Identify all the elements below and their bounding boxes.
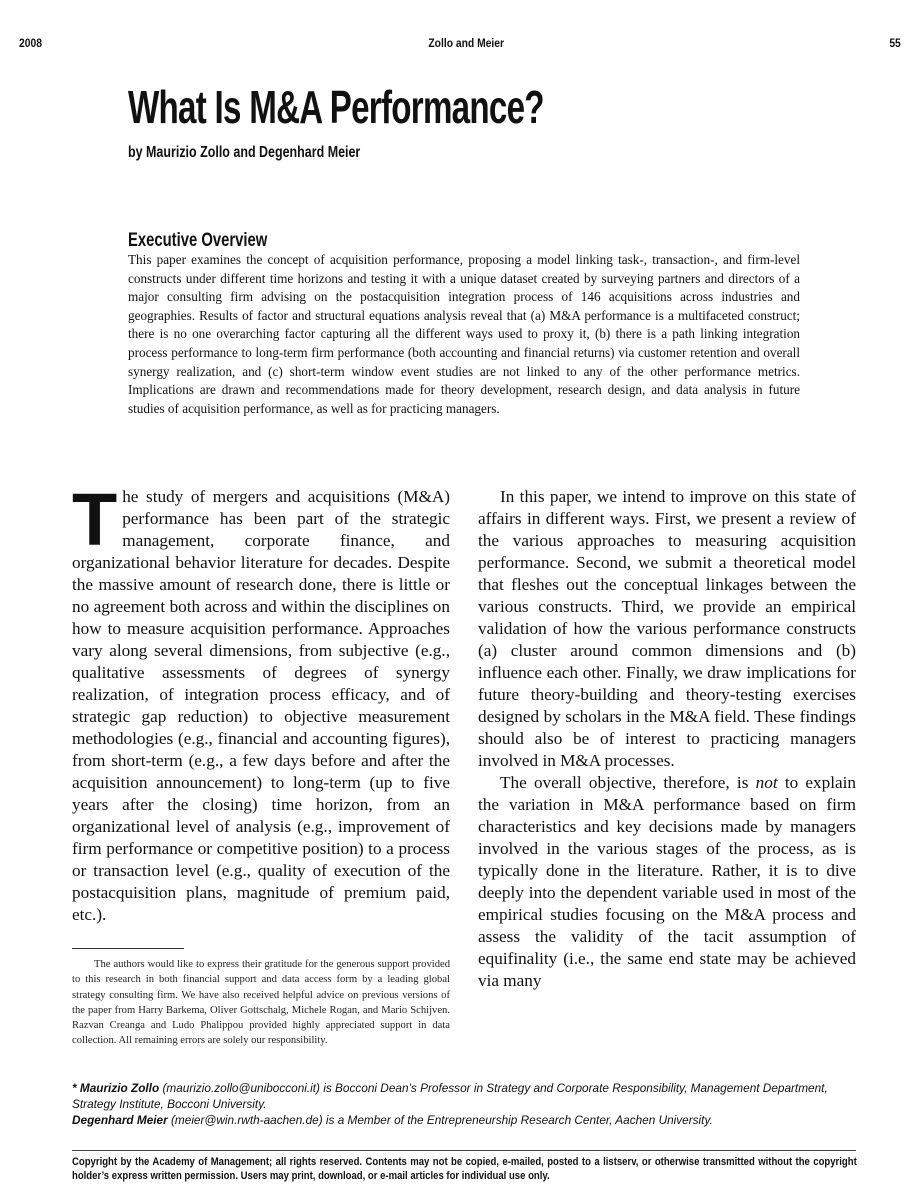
- body-paragraph-2: In this paper, we intend to improve on this state of affairs in different ways. First, we present a review of the various approaches to measuring acquisition performance. Second, we submit a theoretical model that fleshes out the conceptual linkages between the various constructs. Third, we provide an empirical validation of how the various performance constructs (a) cluster around common dimensions and (b) influence each other. Finally, we draw implications for future theory-building and theory-testing exercises designed by scholars in the M&A field. These findings should also be of interest to practicing managers involved in M&A processes.: [478, 487, 856, 770]
- header-page-number: 55: [889, 36, 901, 50]
- article-title: What Is M&A Performance?: [128, 81, 544, 133]
- drop-cap: T: [72, 478, 118, 561]
- author-note-meier: (meier@win.rwth-aachen.de) is a Member of the Entrepreneurship Research Center, Aachen University.: [167, 1113, 713, 1128]
- copyright-notice: Copyright by the Academy of Management; all rights reserved. Contents may not be copied, e-mailed, posted to a listserv, or otherwise transmitted without the copyright holder’s express written permission. Users may print, download, or e-mail articles for individual use only.: [72, 1156, 857, 1182]
- body-paragraph-1-text: he study of mergers and acquisitions (M&A) performance has been part of the strategic management, corporate finance, and organizational behavior literature for decades. Despite the massive amount of research done, there is little or no agreement both across and within the disciplines on how to measure acquisition performance. Approaches vary along several dimensions, from subjective (e.g., qualitative assessments of degrees of synergy realization, of integration process efficacy, and of strategic gap reduction) to objective measurement methodologies (e.g., financial and accounting figures), from short-term (e.g., a few days before and after the acquisition announcement) to long-term (up to five years after the closing) time horizon, from an organizational level of analysis (e.g., improvement of firm performance or competitive position) to a process or transaction level (e.g., quality of execution of the postacquisition plans, magnitude of premium paid, etc.).: [72, 487, 450, 924]
- body-paragraph-3: The overall objective, therefore, is not to explain the variation in M&A performance based on firm characteristics and key decisions made by managers involved in the various stages of the process, as is typically done in the literature. Rather, it is to dive deeply into the dependent variable used in most of the empirical studies focusing on the M&A process and assess the validity of the tacit assumption of equifinality (i.e., the same end state may be achieved via many: [478, 773, 856, 990]
- header-authors: Zollo and Meier: [428, 36, 505, 50]
- author-name-zollo: * Maurizio Zollo: [72, 1081, 160, 1095]
- body-column-left: [72, 478, 450, 926]
- body-column-right: [478, 486, 856, 992]
- author-name-meier: Degenhard Meier: [72, 1113, 168, 1128]
- acknowledgement-footnote: The authors would like to express their gratitude for the generous support provided to this research in both financial support and data access form by a leading global strategy consulting firm. We have also received helpful advice on previous versions of the paper from Harry Barkema, Oliver Gottschalg, Michele Rogan, and Mario Schijven. Razvan Creanga and Ludo Phalippou provided highly appreciated support in data collection. All remaining errors are solely our responsibility.: [72, 959, 450, 1047]
- author-notes: [72, 1080, 862, 1129]
- header-year: 2008: [19, 36, 42, 50]
- executive-overview-text: This paper examines the concept of acquisition performance, proposing a model linking task-, transaction-, and firm-level constructs under different time horizons and testing it with a unique dataset created by surveying partners and directors of a major consulting firm advising on the postacquisition integration process of 146 acquisitions across industries and geographies. Results of factor and structural equations analysis reveal that (a) M&A performance is a multifaceted construct; there is no one overarching factor capturing all the different ways used to proxy it, (b) there is a path linking integration process performance to long-term firm performance (both accounting and financial returns) via customer retention and overall synergy realization, and (c) short-term window event studies are not linked to any of the other performance metrics. Implications are drawn and recommendations made for theory development, research design, and data analysis in future studies of acquisition performance, as well as for practicing managers.: [128, 252, 800, 416]
- body-paragraph-1: [72, 478, 450, 926]
- footnote-rule: [72, 948, 184, 949]
- byline: by Maurizio Zollo and Degenhard Meier: [128, 144, 361, 161]
- executive-overview-heading: Executive Overview: [128, 230, 268, 251]
- author-note-zollo: (maurizio.zollo@unibocconi.it) is Bocconi Dean’s Professor in Strategy and Corporate Responsibility, Management Department, Strategy Institute, Bocconi University.: [72, 1081, 828, 1112]
- emphasis-not: not: [755, 773, 778, 792]
- copyright-rule: [72, 1150, 856, 1151]
- running-head: [19, 36, 907, 52]
